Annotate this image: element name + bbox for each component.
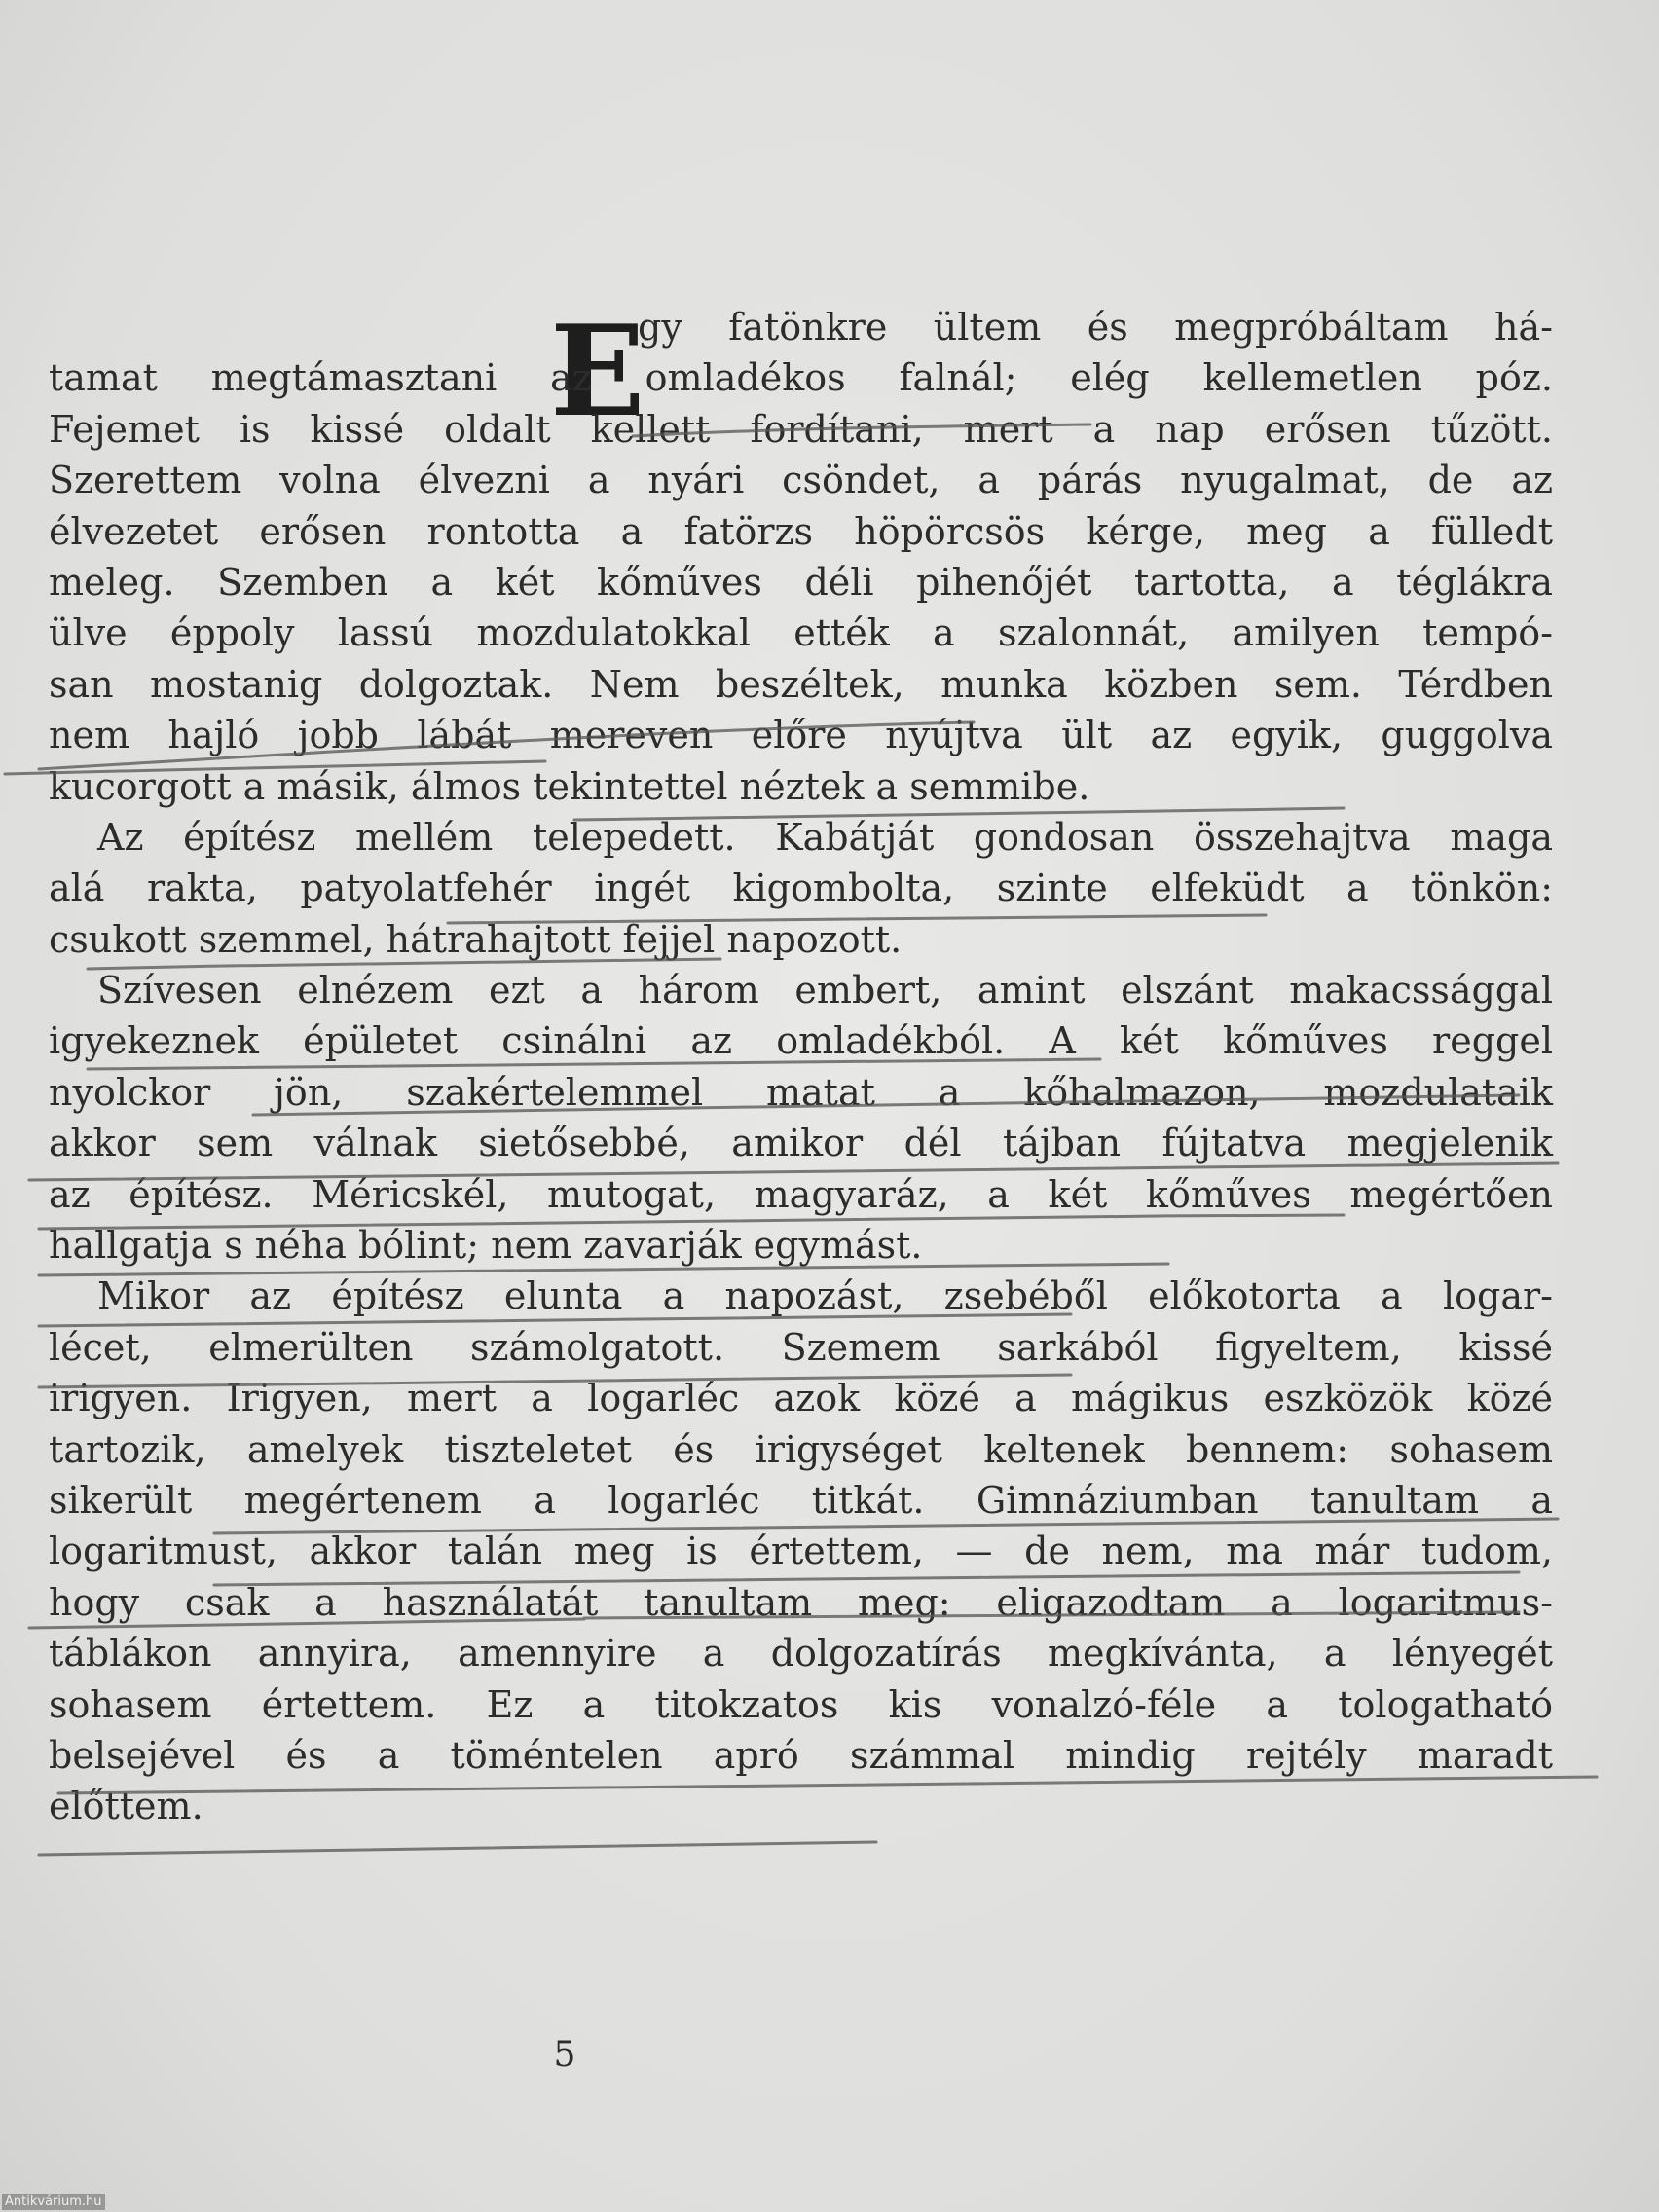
underline-mark <box>88 959 720 969</box>
text-line: tamat megtámasztani az omladékos falnál; elég kellemetlen póz. <box>49 356 1553 400</box>
text-line: előttem. <box>49 1785 203 1828</box>
text-line: akkor sem válnak sietősebbé, amikor dél tájban fújtatva megjelenik <box>49 1122 1553 1165</box>
underline-mark <box>39 1314 1071 1326</box>
underline-mark <box>253 1095 1519 1115</box>
underline-mark <box>214 1519 1558 1533</box>
text-line: igyekeznek épületet csinálni az omladékból. A két kőműves reggel <box>49 1019 1553 1063</box>
underline-mark <box>448 915 1266 923</box>
text-line: kucorgott a másik, álmos tekintettel néztek a semmibe. <box>49 764 1090 808</box>
drop-cap-letter: E <box>550 299 645 445</box>
underline-mark <box>29 1163 1558 1180</box>
text-line: Fejemet is kissé oldalt kellett fordítani, mert a nap erősen tűzött. <box>49 407 1553 451</box>
text-line: lécet, elmerülten számolgatott. Szemem sarkából figyeltem, kissé <box>49 1325 1553 1369</box>
text-line: tartozik, amelyek tiszteletet és irigységet keltenek bennem: sohasem <box>49 1427 1553 1471</box>
page-number: 5 <box>553 2035 576 2075</box>
text-line: belsejével és a töméntelen apró számmal mindig rejtély maradt <box>49 1733 1553 1777</box>
underline-mark <box>633 424 1090 436</box>
text-line: Szerettem volna élvezni a nyári csöndet, a párás nyugalmat, de az <box>49 459 1553 502</box>
underline-mark <box>39 1215 1344 1229</box>
text-line: logaritmust, akkor talán meg is értettem, — de nem, ma már tudom, <box>49 1530 1553 1573</box>
text-line: san mostanig dolgoztak. Nem beszéltek, munka közben sem. Térdben <box>49 662 1553 706</box>
text-line: Az építész mellém telepedett. Kabátját gondosan összehajtva maga <box>97 815 1553 859</box>
watermark: Antikvárium.hu <box>2 2194 105 2210</box>
text-line: meleg. Szemben a két kőműves déli pihenőjét tartotta, a téglákra <box>49 560 1553 604</box>
text-line: táblákon annyira, amennyire a dolgozatírás megkívánta, a lényegét <box>49 1632 1553 1676</box>
underline-mark <box>584 1612 1519 1618</box>
text-line: ülve éppoly lassú mozdulatokkal ették a szalonnát, amilyen tempó- <box>49 611 1553 655</box>
text-line: nem hajló jobb lábát mereven előre nyújtva ült az egyik, guggolva <box>49 714 1553 757</box>
text-line: irigyen. Irigyen, mert a logarléc azok közé a mágikus eszközök közé <box>49 1377 1553 1420</box>
text-line: sikerült megértenem a logarléc titkát. Gimnáziumban tanultam a <box>49 1478 1553 1522</box>
underline-mark <box>88 1059 1100 1069</box>
text-line: nyolckor jön, szakértelemmel matat a kőhalmazon, mozdulataik <box>49 1070 1553 1114</box>
text-line: élvezetet erősen rontotta a fatörzs höpörcsös kérge, meg a fülledt <box>49 509 1553 553</box>
text-line: Szívesen elnézem ezt a három embert, amint elszánt makacssággal <box>97 969 1553 1013</box>
text-line: Mikor az építész elunta a napozást, zsebéből előkotorta a logar- <box>97 1274 1553 1318</box>
underline-mark <box>29 1619 584 1628</box>
text-line: alá rakta, patyolatfehér ingét kigombolta, szinte elfeküdt a tönkön: <box>49 866 1553 910</box>
underline-mark <box>39 1842 876 1855</box>
text-line: sohasem értettem. Ez a titokzatos kis vonalzó-féle a tologatható <box>49 1682 1553 1726</box>
underline-mark <box>58 1777 1597 1793</box>
underline-mark <box>39 1375 1071 1387</box>
text-line: hogy csak a használatát tanultam meg: eligazodtam a logaritmus- <box>49 1580 1553 1624</box>
underline-mark <box>39 1264 1168 1275</box>
text-line: csukott szemmel, hátrahajtott fejjel napozott. <box>49 917 903 961</box>
text-line: az építész. Méricskél, mutogat, magyaráz, a két kőműves megértően <box>49 1172 1553 1216</box>
underline-mark <box>214 1572 1519 1585</box>
text-line: hallgatja s néha bólint; nem zavarják egymást. <box>49 1224 923 1268</box>
underline-mark <box>574 808 1344 820</box>
text-line: gy fatönkre ültem és megpróbáltam há- <box>638 306 1553 349</box>
